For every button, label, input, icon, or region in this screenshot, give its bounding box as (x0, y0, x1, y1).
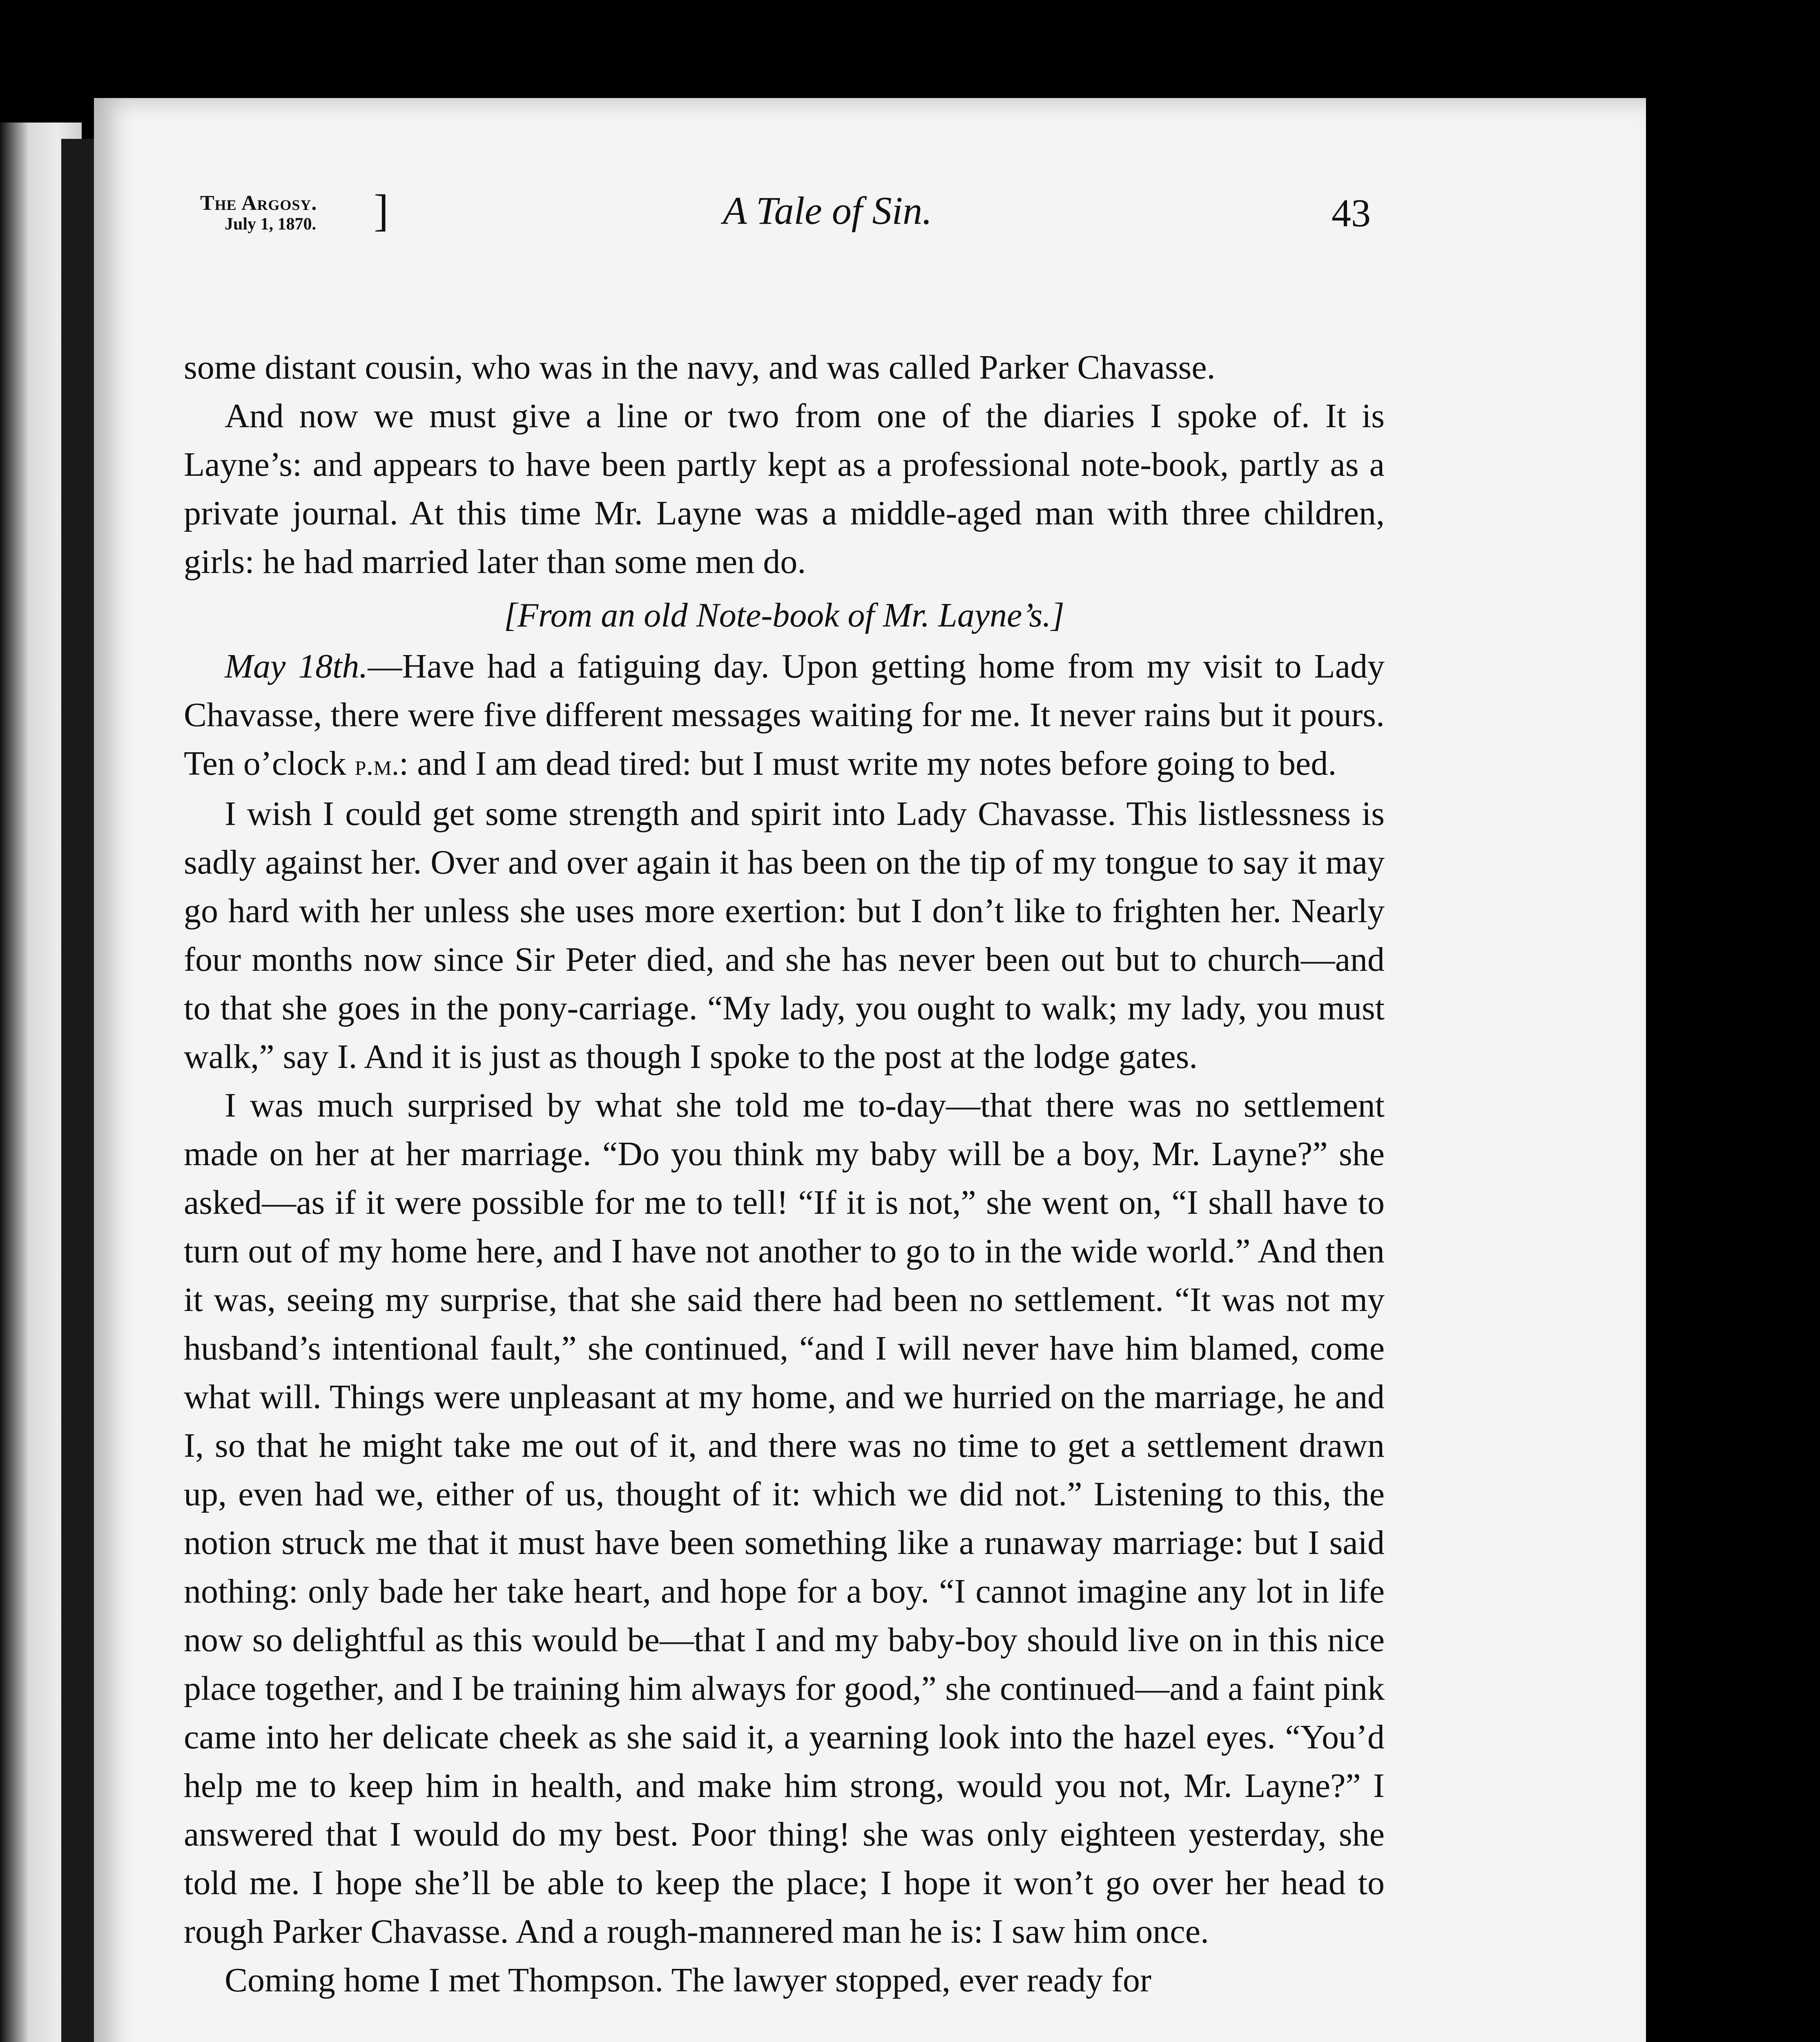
page-body (184, 343, 1385, 2004)
time-abbrev: p.m. (355, 749, 399, 781)
header-bracket: ] (374, 185, 389, 235)
entry-date: May 18th. (225, 647, 368, 685)
running-header (106, 180, 1401, 245)
paragraph (184, 642, 1385, 789)
page-number: 43 (1332, 191, 1371, 235)
paragraph-text: —Have had a fatiguing day. Upon getting home from my visit to Lady Chavasse, there were five different messages waiting for me. It never rains but it pours. Ten o’clock (184, 647, 1385, 782)
issue-date: July 1, 1870. (225, 215, 317, 234)
paragraph: And now we must give a line or two from one of the diaries I spoke of. It is Layne’s: and appears to have been partly kept as a professional note-book, partly as a private journal. At this time Mr. Layne was a middle-aged man with three children, girls: he had married later than some men do. (184, 397, 1385, 581)
magazine-name: The Argosy. (200, 192, 317, 215)
magazine-credit (200, 192, 372, 234)
paragraph: Coming home I met Thompson. The lawyer stopped, ever ready for (225, 1961, 1152, 1999)
paragraph: some distant cousin, who was in the navy, and was called Parker Chavasse. (184, 348, 1216, 386)
page-title: A Tale of Sin. (723, 189, 932, 232)
notebook-heading: [From an old Note-book of Mr. Layne’s.] (504, 596, 1064, 634)
paragraph: I wish I could get some strength and spirit into Lady Chavasse. This listlessness is sadly against her. Over and over again it has been on the tip of my tongue to say it may go hard with her unless she uses more exertion: but I don’t like to frighten her. Nearly four months now since Sir Peter died, and she has never been out but to church—and to that she goes in the pony-carriage. “My lady, you ought to walk; my lady, you must walk,” say I. And it is just as though I spoke to the post at the lodge gates. (184, 795, 1385, 1076)
paragraph-text: : and I am dead tired: but I must write my notes before going to bed. (399, 745, 1337, 782)
paragraph: I was much surprised by what she told me to-day—that there was no settlement made on her at her marriage. “Do you think my baby will be a boy, Mr. Layne?” she asked—as if it were possible for me to tell! “If it is not,” she went on, “I shall have to turn out of my home here, and I have not another to go to in the wide world.” And then it was, seeing my surprise, that she said there had been no settlement. “It was not my husband’s intentional fault,” she continued, “and I will never have him blamed, come what will. Things were unpleasant at my home, and we hurried on the marriage, he and I, so that he might take me out of it, and there was no time to get a settlement drawn up, even had we, either of us, thought of it: which we did not.” Listening to this, the notion struck me that it must have been something like a runaway marriage: but I said nothing: only bade her take heart, and hope for a boy. “I cannot imagine any lot in life now so delightful as this would be—that I and my baby-boy should live on in this nice place together, and I be training him always for good,” she continued—and a faint pink came into her delicate cheek as she said it, a yearning look into the hazel eyes. “You’d help me to keep him in health, and make him strong, would you not, Mr. Layne?” I answered that I would do my best. Poor thing! she was only eighteen yesterday, she told me. I hope she’ll be able to keep the place; I hope it won’t go over her head to rough Parker Chavasse. And a rough-mannered man he is: I saw him once. (184, 1086, 1385, 1951)
